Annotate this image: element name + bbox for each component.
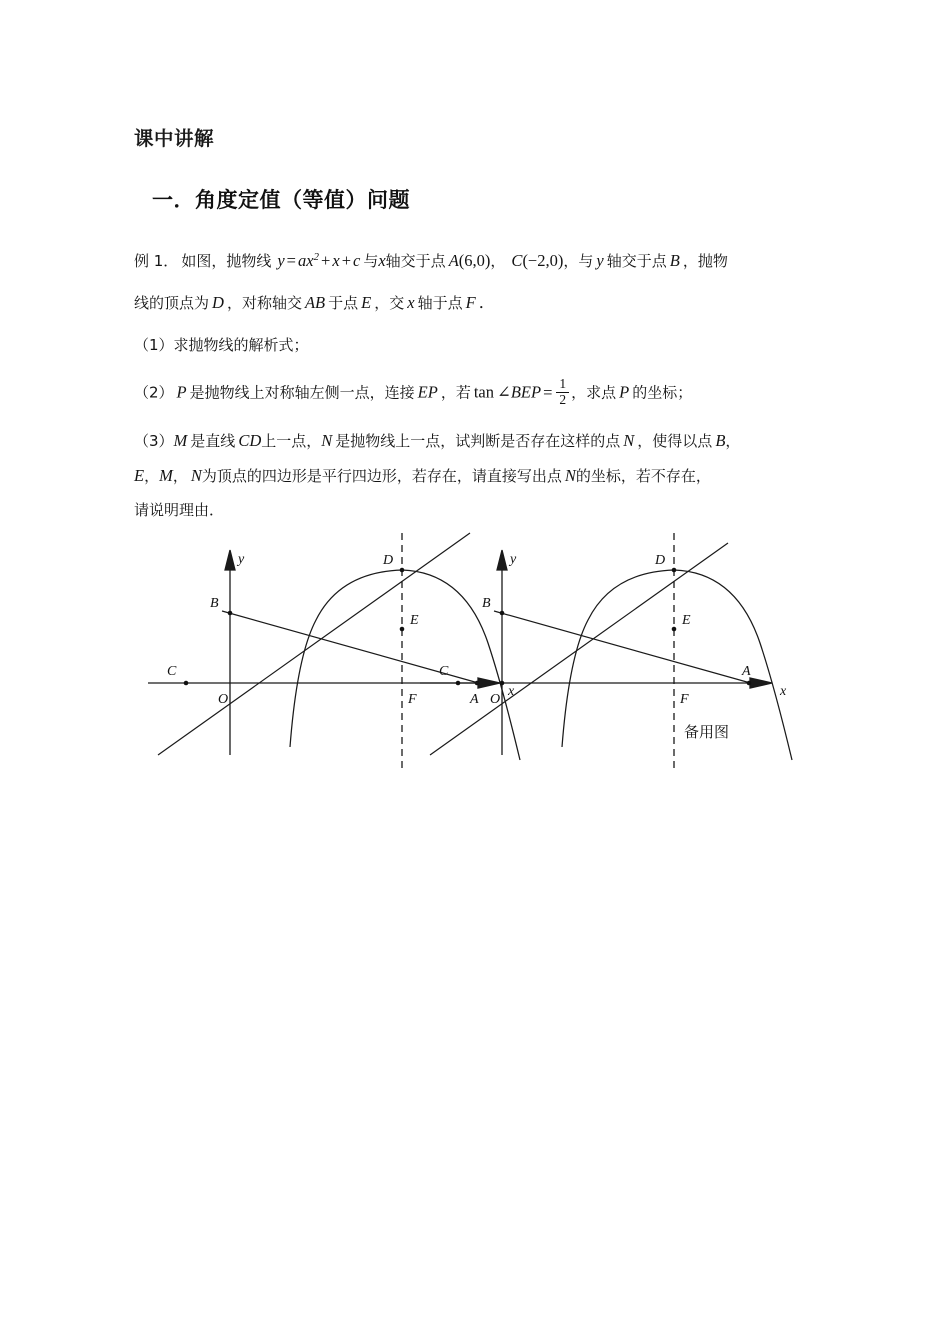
question-3-point-N: N — [321, 431, 333, 450]
segment-AB-ref: AB — [304, 293, 326, 312]
question-3-point-B: B — [715, 431, 726, 450]
problem-line-1 — [134, 252, 728, 270]
question-3-text-e: ，使得以点 — [637, 432, 713, 450]
problem-axis-x-2: x — [407, 293, 415, 312]
point-A-coord: A(6,0) — [448, 251, 491, 271]
problem-text-1d: 与 — [578, 252, 594, 271]
question-2-angle-BEP: ∠BEP — [497, 382, 542, 402]
vertex-N2: N — [564, 466, 576, 485]
problem-text-2b: ，对称轴交 — [226, 294, 302, 312]
problem-line-2 — [134, 295, 495, 312]
formula-x: x — [332, 251, 340, 271]
question-3-line-CD: CD — [238, 431, 262, 450]
question-2-point-P2: P — [619, 382, 630, 402]
problem-text-1a: 如图，抛物线 — [181, 252, 272, 271]
question-2-text-b: 是抛物线上对称轴左侧一点，连接 — [189, 383, 415, 402]
point-dot-A-spare — [747, 681, 752, 686]
point-F-ref: F — [465, 293, 476, 312]
point-dot-O-spare — [500, 681, 505, 686]
question-2-tan: tan — [473, 382, 495, 402]
question-3-point-N2: N — [623, 431, 635, 450]
point-dot-C-main — [184, 681, 189, 686]
question-3-number: （3） — [134, 432, 174, 450]
label-O-spare: O — [490, 692, 501, 707]
point-dot-D-main — [400, 568, 405, 573]
question-2-text-c: ，若 — [440, 383, 471, 402]
question-2 — [134, 378, 692, 408]
problem-text-2e: 轴于点 — [417, 294, 463, 312]
question-2-segment-EP: EP — [417, 382, 438, 402]
question-3-line-1 — [134, 433, 740, 450]
problem-axis-x-1: x — [378, 251, 386, 271]
label-E-main: E — [410, 613, 419, 628]
problem-text-2a: 线的顶点为 — [134, 294, 210, 312]
problem-text-1e: 轴交于点 — [606, 252, 667, 271]
formula-a: a — [297, 251, 307, 271]
question-3-text-h: 的坐标，若不存在， — [575, 467, 711, 485]
formula-plus-1: + — [321, 251, 331, 271]
point-D-ref: D — [212, 293, 224, 312]
y-axis-label-main: y — [238, 552, 245, 567]
question-3-line-2 — [134, 468, 711, 485]
point-dot-D-spare — [672, 568, 677, 573]
vertex-comma-1: ， — [144, 467, 160, 485]
formula-equals: = — [286, 251, 296, 271]
question-3-point-M: M — [173, 431, 188, 450]
problem-label: 例 1． — [134, 252, 179, 271]
formula-plus-2: + — [341, 251, 351, 271]
question-2-number: （2） — [134, 383, 174, 402]
question-2-text-e: 的坐标； — [632, 383, 693, 402]
segment-AB-spare — [494, 611, 754, 684]
y-axis-label-spare: y — [510, 552, 517, 567]
point-dot-C-spare — [456, 681, 461, 686]
x-axis-label-spare: x — [780, 684, 787, 699]
formula-y: y — [277, 251, 285, 271]
label-A-main: A — [470, 692, 479, 707]
formula-x-squared: x — [306, 251, 314, 271]
question-3-text-b: 是直线 — [190, 432, 236, 450]
figure-spare — [420, 533, 792, 771]
question-3-text-d: 是抛物线上一点，试判断是否存在这样的点 — [335, 432, 621, 450]
question-3-text-c: 上一点， — [261, 432, 322, 450]
label-F-spare: F — [680, 692, 689, 707]
question-2-text-d: ，求点 — [571, 383, 617, 402]
parabola-curve-spare — [562, 570, 792, 760]
y-axis-arrow-spare — [497, 550, 507, 570]
line-CD-main — [158, 533, 470, 755]
point-B-ref-1: B — [669, 251, 680, 271]
section-heading: 一．角度定值（等值）问题 — [152, 188, 410, 212]
vertex-N: N — [190, 466, 202, 485]
figure-main — [148, 533, 520, 771]
point-dot-B-main — [228, 611, 233, 616]
point-dot-E-main — [400, 627, 405, 632]
label-O-main: O — [218, 692, 229, 707]
problem-comma-2: ， — [563, 252, 579, 271]
question-1 — [134, 338, 309, 353]
problem-text-1c: 轴交于点 — [385, 252, 446, 271]
point-E-ref: E — [361, 293, 372, 312]
formula-c: c — [353, 251, 361, 271]
y-axis-arrow-main — [225, 550, 235, 570]
problem-text-2f: ． — [478, 293, 496, 312]
problem-text-1b: 与 — [363, 252, 379, 271]
label-C-spare: C — [439, 664, 449, 679]
fraction-one-half — [556, 377, 569, 407]
question-3-text-f: ， — [725, 432, 741, 450]
problem-axis-y-1: y — [596, 251, 604, 271]
problem-comma-1: ， — [490, 252, 506, 271]
label-E-spare: E — [682, 613, 691, 628]
geometry-figures-svg — [140, 525, 787, 777]
x-axis-label-main: x — [508, 684, 515, 699]
problem-text-2d: ，交 — [374, 294, 405, 312]
figures-container — [140, 525, 787, 777]
problem-text-1f: ，抛物 — [682, 252, 728, 271]
label-C-main: C — [167, 664, 177, 679]
x-axis-arrow-spare — [750, 678, 772, 688]
point-dot-B-spare — [500, 611, 505, 616]
question-1-text: （1）求抛物线的解析式； — [134, 336, 309, 354]
fraction-numerator: 1 — [559, 376, 567, 391]
formula-exponent-2: 2 — [313, 251, 320, 263]
label-A-spare: A — [742, 664, 751, 679]
question-3-line-3 — [134, 503, 224, 518]
question-3-text-g: 为顶点的四边形是平行四边形，若存在，请直接写出点 — [201, 467, 562, 485]
label-F-main: F — [408, 692, 417, 707]
label-D-main: D — [383, 553, 394, 568]
vertex-comma-2: ， — [172, 467, 188, 485]
vertex-M: M — [159, 466, 173, 485]
figure-caption-spare: 备用图 — [684, 723, 730, 741]
vertex-E: E — [134, 466, 145, 485]
label-B-main: B — [210, 596, 219, 611]
label-B-spare: B — [482, 596, 491, 611]
fraction-denominator: 2 — [556, 392, 569, 408]
page-title: 课中讲解 — [134, 127, 215, 150]
question-3-text-i: 请说明理由． — [134, 501, 225, 519]
label-D-spare: D — [655, 553, 666, 568]
question-2-point-P: P — [176, 382, 187, 402]
question-2-equals: = — [543, 382, 553, 402]
point-C-coord: C(−2,0) — [511, 251, 564, 271]
problem-text-2c: 于点 — [328, 294, 359, 312]
point-dot-E-spare — [672, 627, 677, 632]
